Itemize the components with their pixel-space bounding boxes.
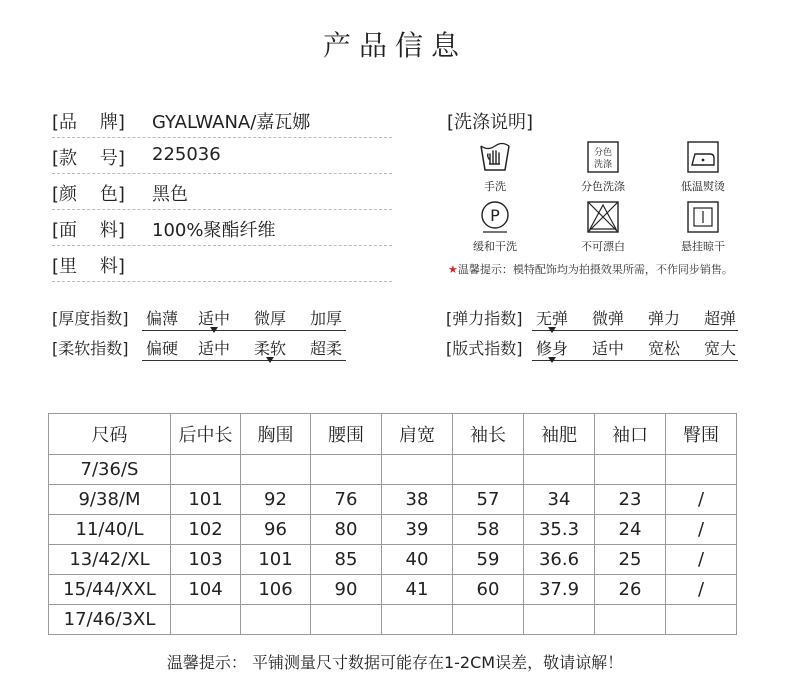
table-row xyxy=(49,575,737,605)
measurement-cell xyxy=(595,455,666,485)
measurement-cell xyxy=(453,605,524,635)
measurement-cell: 37.9 xyxy=(524,575,595,605)
measurement-cell: 35.3 xyxy=(524,515,595,545)
info-label: [款 号] xyxy=(52,148,125,169)
softness-option: 偏硬 xyxy=(145,339,178,358)
info-value: GYALWANA/嘉瓦娜 xyxy=(152,112,311,133)
measurement-cell xyxy=(382,455,453,485)
care-notice-text: 温馨提示：模特配饰均为拍摄效果所需，不作同步销售。 xyxy=(457,263,733,276)
info-row-style-number xyxy=(52,140,392,174)
measurement-cell: 40 xyxy=(382,545,453,575)
elasticity-option: 无弹 xyxy=(535,309,568,328)
measurement-cell: / xyxy=(666,545,737,575)
header-cell: 肩宽 xyxy=(382,414,453,455)
header-cell: 袖长 xyxy=(453,414,524,455)
care-item-hand-wash xyxy=(450,140,540,194)
divider xyxy=(52,281,392,282)
measurement-cell: 101 xyxy=(241,545,311,575)
care-label: 手洗 xyxy=(484,180,506,193)
measurement-cell: 41 xyxy=(382,575,453,605)
measurement-cell xyxy=(311,455,382,485)
elasticity-marker-icon xyxy=(548,327,556,333)
measurement-cell xyxy=(595,605,666,635)
info-value: 225036 xyxy=(152,144,221,165)
header-cell: 袖肥 xyxy=(524,414,595,455)
fit-option: 修身 xyxy=(535,339,568,358)
info-row-lining xyxy=(52,248,392,282)
measurement-cell: 85 xyxy=(311,545,382,575)
fit-option: 宽大 xyxy=(703,339,736,358)
measurement-cell: / xyxy=(666,575,737,605)
size-cell: 15/44/XXL xyxy=(49,575,171,605)
care-item-wash-separately xyxy=(558,140,648,194)
measurement-cell: 96 xyxy=(241,515,311,545)
size-cell: 9/38/M xyxy=(49,485,171,515)
measurement-cell: 103 xyxy=(171,545,241,575)
fit-option: 宽松 xyxy=(647,339,680,358)
measurement-cell xyxy=(666,455,737,485)
thickness-marker-icon xyxy=(210,327,218,333)
elasticity-option: 超弹 xyxy=(703,309,736,328)
gentle-dry-clean-icon xyxy=(478,200,512,234)
fit-index-label: [版式指数] xyxy=(446,339,523,358)
table-row xyxy=(49,455,737,485)
info-value: 黑色 xyxy=(152,184,188,205)
info-row-brand xyxy=(52,104,392,138)
table-row xyxy=(49,515,737,545)
no-bleach-icon xyxy=(586,200,620,234)
wash-separately-icon-text-bottom: 洗涤 xyxy=(593,160,613,170)
thickness-index-label: [厚度指数] xyxy=(52,309,129,328)
care-item-low-temp-iron xyxy=(658,140,748,194)
softness-index-label: [柔软指数] xyxy=(52,339,129,358)
hang-dry-icon xyxy=(686,200,720,234)
thickness-option: 微厚 xyxy=(253,309,286,328)
measurement-cell: 76 xyxy=(311,485,382,515)
thickness-option: 偏薄 xyxy=(145,309,178,328)
table-row xyxy=(49,605,737,635)
size-cell: 17/46/3XL xyxy=(49,605,171,635)
care-item-hang-dry xyxy=(658,200,748,254)
measurement-cell: 23 xyxy=(595,485,666,515)
elasticity-scale-line xyxy=(532,330,738,331)
measurement-cell xyxy=(241,455,311,485)
size-cell: 11/40/L xyxy=(49,515,171,545)
measurement-cell: 58 xyxy=(453,515,524,545)
hand-wash-icon xyxy=(478,140,512,174)
care-item-no-bleach xyxy=(558,200,648,254)
care-label: 分色洗涤 xyxy=(581,180,625,193)
size-cell: 7/36/S xyxy=(49,455,171,485)
measurement-cell xyxy=(666,605,737,635)
measurement-cell xyxy=(171,605,241,635)
measurement-cell: 90 xyxy=(311,575,382,605)
elasticity-index-label: [弹力指数] xyxy=(446,309,523,328)
measurement-cell: 24 xyxy=(595,515,666,545)
info-row-fabric xyxy=(52,212,392,246)
info-label: [品 牌] xyxy=(52,112,125,133)
care-notice xyxy=(448,261,733,277)
measurement-cell xyxy=(382,605,453,635)
softness-option: 超柔 xyxy=(309,339,342,358)
measurement-cell: 25 xyxy=(595,545,666,575)
header-cell: 臀围 xyxy=(666,414,737,455)
measurement-cell: 106 xyxy=(241,575,311,605)
divider xyxy=(52,209,392,210)
header-cell: 后中长 xyxy=(171,414,241,455)
header-cell: 袖口 xyxy=(595,414,666,455)
care-label: 缓和干洗 xyxy=(473,240,517,253)
care-title: [洗涤说明] xyxy=(447,112,534,133)
size-table-header xyxy=(49,414,737,455)
header-cell: 腰围 xyxy=(311,414,382,455)
fit-option: 适中 xyxy=(591,339,624,358)
measurement-cell: 57 xyxy=(453,485,524,515)
fit-marker-icon xyxy=(548,357,556,363)
softness-marker-icon xyxy=(266,357,274,363)
info-label: [面 料] xyxy=(52,220,125,241)
wash-separately-icon-text-top: 分色 xyxy=(593,148,613,158)
measurement-cell: 80 xyxy=(311,515,382,545)
softness-option: 柔软 xyxy=(253,339,286,358)
info-value: 100%聚酯纤维 xyxy=(152,220,276,241)
elasticity-option: 微弹 xyxy=(591,309,624,328)
size-table-body xyxy=(49,455,737,635)
measurement-cell xyxy=(171,455,241,485)
measurement-cell: 26 xyxy=(595,575,666,605)
softness-option: 适中 xyxy=(197,339,230,358)
measurement-notice: 温馨提示： 平铺测量尺寸数据可能存在1-2CM误差，敬请谅解！ xyxy=(166,653,624,672)
measurement-cell: 104 xyxy=(171,575,241,605)
header-cell: 胸围 xyxy=(241,414,311,455)
measurement-cell: 39 xyxy=(382,515,453,545)
care-item-gentle-dry-clean xyxy=(450,200,540,254)
fit-scale-line xyxy=(532,360,738,361)
elasticity-option: 弹力 xyxy=(647,309,680,328)
softness-scale-line xyxy=(142,360,346,361)
info-label: [里 料] xyxy=(52,256,125,277)
info-label: [颜 色] xyxy=(52,184,125,205)
care-label: 悬挂晾干 xyxy=(681,240,725,253)
measurement-cell xyxy=(524,455,595,485)
divider xyxy=(52,173,392,174)
measurement-cell xyxy=(241,605,311,635)
divider xyxy=(52,137,392,138)
size-table xyxy=(48,413,737,635)
thickness-option: 适中 xyxy=(197,309,230,328)
star-icon: ★ xyxy=(448,263,458,276)
measurement-cell: 92 xyxy=(241,485,311,515)
measurement-cell: 38 xyxy=(382,485,453,515)
table-row xyxy=(49,485,737,515)
thickness-scale-line xyxy=(142,330,346,331)
measurement-cell: 34 xyxy=(524,485,595,515)
measurement-cell: / xyxy=(666,515,737,545)
measurement-cell xyxy=(311,605,382,635)
wash-separately-icon xyxy=(586,140,620,174)
info-row-color xyxy=(52,176,392,210)
gentle-dry-clean-icon-letter: P xyxy=(490,206,500,225)
measurement-cell xyxy=(524,605,595,635)
care-label: 低温熨烫 xyxy=(681,180,725,193)
low-temp-iron-icon xyxy=(686,140,720,174)
measurement-cell: 60 xyxy=(453,575,524,605)
measurement-cell: 101 xyxy=(171,485,241,515)
header-cell: 尺码 xyxy=(49,414,171,455)
measurement-cell: 36.6 xyxy=(524,545,595,575)
page-title: 产品信息 xyxy=(322,29,467,62)
thickness-option: 加厚 xyxy=(309,309,342,328)
measurement-cell xyxy=(453,455,524,485)
measurement-cell: 59 xyxy=(453,545,524,575)
measurement-cell: / xyxy=(666,485,737,515)
care-label: 不可漂白 xyxy=(581,240,625,253)
table-row xyxy=(49,545,737,575)
divider xyxy=(52,245,392,246)
measurement-cell: 102 xyxy=(171,515,241,545)
size-cell: 13/42/XL xyxy=(49,545,171,575)
